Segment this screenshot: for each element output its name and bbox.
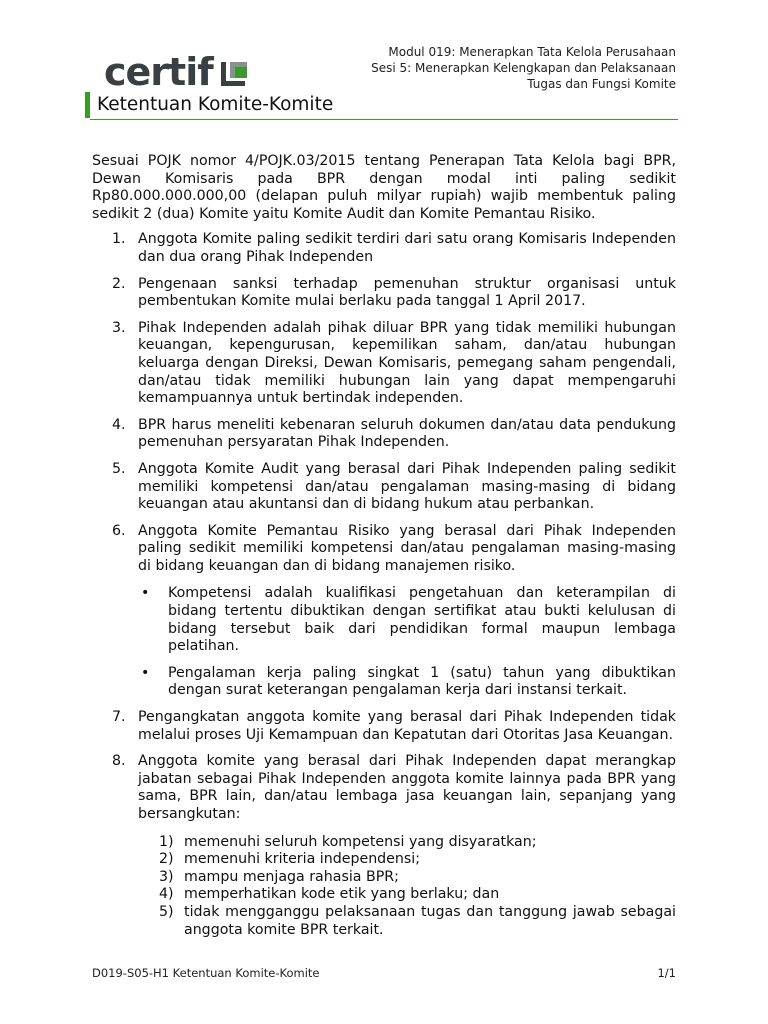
sub-item: [138, 886, 676, 904]
section-title: Ketentuan Komite-Komite: [85, 92, 333, 118]
sub-item-text: mampu menjaga rahasia BPR;: [184, 868, 399, 885]
list-item-text: Pihak Independen adalah pihak diluar BPR yang tidak memiliki hubungan keuangan, kepengurusan, kepemilikan saham, dan/atau hubungan keluarga dengan Direksi, Dewan Komisaris, pemegang saham pengendali, dan/atau tidak memiliki hubungan lain yang dapat mempengaruhi kemampuannya untuk bertindak independen.: [138, 319, 676, 407]
bullet-text: Pengalaman kerja paling singkat 1 (satu) tahun yang dibuktikan dengan surat keterangan pengalaman kerja dari instansi terkait.: [168, 664, 676, 699]
sub-item: [138, 834, 676, 852]
list-item: [92, 709, 676, 744]
bullet-item: [138, 665, 676, 700]
list-item: [92, 753, 676, 939]
list-item-text: Pengenaan sanksi terhadap pemenuhan struktur organisasi untuk pembentukan Komite mulai berlaku pada tanggal 1 April 2017.: [138, 275, 676, 310]
footer-page-number: 1/1: [657, 966, 676, 980]
list-item-text: Anggota Komite Pemantau Risiko yang berasal dari Pihak Independen paling sedikit memiliki kompetensi dan/atau pengalaman masing-masing di bidang keuangan dan di bidang manajemen risiko.: [138, 522, 676, 574]
sub-list: [138, 834, 676, 940]
list-item: [92, 276, 676, 311]
main-list: [92, 231, 676, 939]
logo-wordmark: certif: [104, 50, 213, 94]
sub-item-text: memenuhi kriteria independensi;: [184, 851, 421, 868]
sub-number: 3): [159, 868, 174, 885]
bullet-item: [138, 585, 676, 655]
sub-item: [138, 904, 676, 939]
bullet-text: Kompetensi adalah kualifikasi pengetahuan dan keterampilan di bidang tertentu dibuktikan dengan sertifikat atau bukti kelulusan di bidang tersebut baik dari pendidikan formal maupun lembaga pelatihan.: [168, 585, 676, 655]
module-info: [371, 44, 676, 92]
list-item: [92, 523, 676, 700]
sub-number: 4): [159, 886, 174, 903]
list-item-text: Anggota Komite paling sedikit terdiri dari satu orang Komisaris Independen dan dua orang Pihak Independen: [138, 231, 676, 265]
bullet-icon: •: [141, 664, 150, 681]
list-item: [92, 320, 676, 408]
sub-number: 2): [159, 851, 174, 868]
sub-item: [138, 869, 676, 887]
list-item-text: BPR harus meneliti kebenaran seluruh dokumen dan/atau data pendukung pemenuhan persyaratan Pihak Independen.: [138, 416, 676, 451]
list-item: [92, 417, 676, 452]
module-line-3: Tugas dan Fungsi Komite: [527, 77, 676, 91]
list-item-text: Anggota komite yang berasal dari Pihak Independen dapat merangkap jabatan sebagai Pihak Independen anggota komite lainnya pada BPR yang sama, BPR lain, dan/atau lembaga jasa keuangan lain, sepanjang yang bersangkutan:: [138, 753, 676, 822]
list-number: 7.: [112, 709, 126, 726]
module-line-1: Modul 019: Menerapkan Tata Kelola Perusahaan: [388, 45, 676, 59]
list-number: 1.: [112, 231, 126, 248]
certif-logo: [104, 52, 249, 92]
list-item: [92, 231, 676, 266]
sub-item-text: memenuhi seluruh kompetensi yang disyaratkan;: [184, 833, 537, 850]
list-number: 4.: [112, 416, 126, 433]
bullet-list: [138, 585, 676, 700]
sub-number: 5): [159, 903, 174, 920]
sub-item: [138, 851, 676, 869]
list-item-text: Anggota Komite Audit yang berasal dari Pihak Independen paling sedikit memiliki kompetensi dan/atau pengalaman masing-masing di bidang keuangan atau akuntansi dan di bidang hukum atau perbankan.: [138, 460, 676, 513]
list-item: [92, 461, 676, 514]
list-number: 8.: [112, 753, 126, 770]
footer-doc-id: D019-S05-H1 Ketentuan Komite-Komite: [92, 966, 320, 980]
list-number: 5.: [112, 460, 126, 477]
list-number: 2.: [112, 275, 126, 292]
sub-item-text: tidak mengganggu pelaksanaan tugas dan tanggung jawab sebagai anggota komite BPR terkait.: [184, 903, 676, 938]
document-body: [92, 153, 676, 948]
sub-number: 1): [159, 833, 174, 850]
logo-mark-icon: [219, 58, 249, 88]
title-underline: [90, 119, 678, 120]
list-number: 3.: [112, 319, 126, 336]
intro-paragraph: Sesuai POJK nomor 4/POJK.03/2015 tentang Penerapan Tata Kelola bagi BPR, Dewan Komisaris pada BPR dengan modal inti paling sedikit Rp80.000.000.000,00 (delapan puluh milyar rupiah) wajib membentuk paling sedikit 2 (dua) Komite yaitu Komite Audit dan Komite Pemantau Risiko.: [92, 153, 676, 222]
list-number: 6.: [112, 522, 126, 539]
sub-item-text: memperhatikan kode etik yang berlaku; dan: [184, 886, 500, 903]
module-line-2: Sesi 5: Menerapkan Kelengkapan dan Pelaksanaan: [371, 61, 676, 75]
bullet-icon: •: [141, 585, 150, 602]
list-item-text: Pengangkatan anggota komite yang berasal dari Pihak Independen tidak melalui proses Uji Kemampuan dan Kepatutan dari Otoritas Jasa Keuangan.: [138, 709, 676, 743]
